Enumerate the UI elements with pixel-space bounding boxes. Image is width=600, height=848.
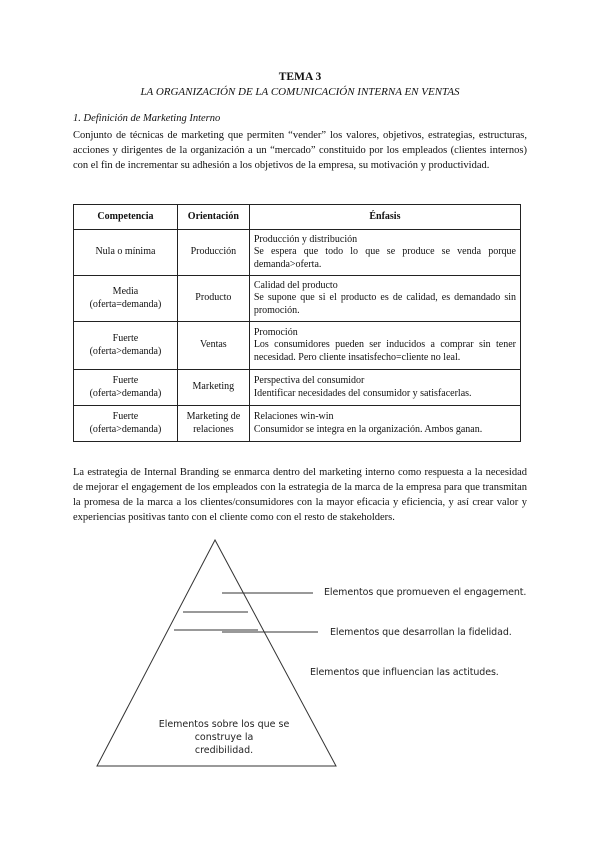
pyramid-label-fidelidad: Elementos que desarrollan la fidelidad. bbox=[330, 627, 512, 638]
base-label-line-1: Elementos sobre los que se construye la bbox=[158, 719, 290, 743]
competencia-value: Fuerte bbox=[112, 333, 139, 344]
competencia-value: Media bbox=[112, 286, 139, 297]
competencia-value: Fuerte bbox=[112, 411, 139, 422]
enfasis-text: Identificar necesidades del consumidor y satisfacerlas. bbox=[253, 387, 472, 399]
enfasis-title: Producción y distribución bbox=[253, 233, 358, 245]
competencia-sub: (oferta>demanda) bbox=[89, 345, 162, 357]
enfasis-text: Se supone que si el producto es de calidad, es demandado sin promoción. bbox=[253, 292, 516, 316]
table-row bbox=[74, 230, 521, 276]
enfasis-title: Promoción bbox=[253, 326, 298, 338]
competencia-value: Fuerte bbox=[112, 375, 139, 386]
competencia-value: Nula o mínima bbox=[95, 246, 156, 258]
cell-competencia bbox=[74, 276, 178, 322]
cell-competencia bbox=[74, 230, 178, 276]
table-row bbox=[74, 276, 521, 322]
orientacion-value: Producto bbox=[195, 292, 232, 304]
table-row bbox=[74, 322, 521, 370]
cell-orientacion bbox=[177, 276, 249, 322]
header-orientacion: Orientación bbox=[177, 205, 249, 230]
cell-orientacion bbox=[177, 370, 249, 406]
pyramid-label-engagement: Elementos que promueven el engagement. bbox=[324, 587, 527, 598]
table-row bbox=[74, 406, 521, 442]
orientacion-value: Marketing de bbox=[186, 411, 241, 422]
orientacion-value: Marketing bbox=[192, 381, 235, 393]
competencia-sub: (oferta>demanda) bbox=[89, 423, 162, 435]
header-enfasis: Énfasis bbox=[249, 205, 520, 230]
cell-orientacion bbox=[177, 230, 249, 276]
orientacion-value: Ventas bbox=[200, 339, 227, 351]
competencia-sub: (oferta>demanda) bbox=[89, 387, 162, 399]
pyramid-label-actitudes: Elementos que influencian las actitudes. bbox=[310, 667, 499, 678]
enfasis-title: Calidad del producto bbox=[253, 279, 338, 291]
internal-branding-paragraph: La estrategia de Internal Branding se enmarca dentro del marketing interno como respuesta a la necesidad de mejorar el engagement de los empleados con la estrategia de la marca de la empresa para que transmitan la promesa de la marca a los clientes/consumidores con la mayor eficacia y eficiencia, y así crear valor y experiencias positivas tanto con el cliente como con el resto de stakeholders. bbox=[73, 467, 527, 523]
competencia-sub: (oferta=demanda) bbox=[89, 298, 162, 310]
cell-orientacion bbox=[177, 322, 249, 370]
cell-competencia bbox=[74, 406, 178, 442]
base-label-line-2: credibilidad. bbox=[194, 745, 254, 756]
enfasis-text: Los consumidores pueden ser inducidos a comprar sin tener necesidad. Pero cliente insatisfecho=cliente no leal. bbox=[253, 339, 516, 363]
pyramid-label-credibilidad bbox=[136, 718, 312, 757]
cell-competencia bbox=[74, 322, 178, 370]
cell-enfasis bbox=[249, 230, 520, 276]
enfasis-text: Se espera que todo lo que se produce se venda porque demanda>oferta. bbox=[253, 246, 516, 270]
cell-enfasis bbox=[249, 370, 520, 406]
cell-orientacion bbox=[177, 406, 249, 442]
table-header-row bbox=[74, 205, 521, 230]
cell-enfasis bbox=[249, 322, 520, 370]
cell-competencia bbox=[74, 370, 178, 406]
orientacion-sub: relaciones bbox=[193, 423, 234, 435]
competencia-table bbox=[73, 204, 521, 442]
enfasis-title: Relaciones win-win bbox=[253, 411, 334, 422]
page-subtitle: LA ORGANIZACIÓN DE LA COMUNICACIÓN INTERNA EN VENTAS bbox=[140, 86, 460, 98]
table-row bbox=[74, 370, 521, 406]
orientacion-value: Producción bbox=[190, 246, 237, 258]
section-heading: 1. Definición de Marketing Interno bbox=[73, 113, 221, 124]
page-title: TEMA 3 bbox=[278, 71, 322, 83]
cell-enfasis bbox=[249, 406, 520, 442]
cell-enfasis bbox=[249, 276, 520, 322]
definition-paragraph: Conjunto de técnicas de marketing que permiten “vender” los valores, objetivos, estrategias, estructuras, acciones y dirigentes de la organización a un “mercado” constituido por los empleados (clientes internos) con el fin de incrementar su adhesión a los objetivos de la empresa, su motivación y productividad. bbox=[73, 130, 527, 171]
header-competencia: Competencia bbox=[74, 205, 178, 230]
enfasis-title: Perspectiva del consumidor bbox=[253, 375, 365, 386]
enfasis-text: Consumidor se integra en la organización. Ambos ganan. bbox=[253, 423, 483, 435]
